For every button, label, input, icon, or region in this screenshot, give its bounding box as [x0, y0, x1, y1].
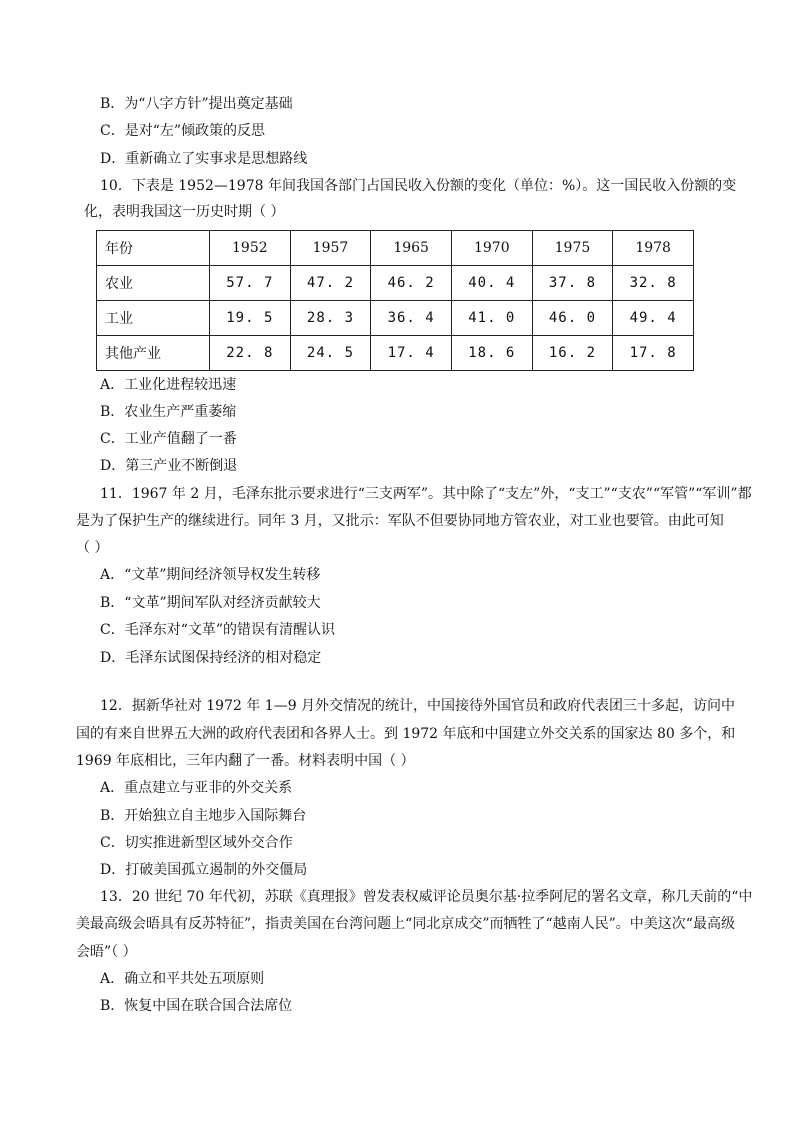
q13-stem-line2: 美最高级会晤具有反苏特征”，指责美国在台湾问题上“同北京成交”而牺牲了“越南人民”。中美这次“最高级 [76, 916, 735, 932]
table-cell: 32. 8 [613, 266, 694, 301]
table-row [97, 266, 694, 301]
q9-option-b: B．为“八字方针”提出奠定基础 [100, 96, 293, 112]
q11-stem-line2: 是为了保护生产的继续进行。同年 3 月，又批示：军队不但要协同地方管农业，对工业也要管。由此可知 [76, 513, 724, 529]
q12-option-d: D．打破美国孤立遏制的外交僵局 [100, 862, 308, 878]
q11-stem-line3: （ ） [76, 540, 109, 556]
q10-stem-line2: 化，表明我国这一历史时期（ ） [84, 204, 285, 220]
table-cell: 36. 4 [371, 301, 452, 336]
table-cell: 37. 8 [532, 266, 613, 301]
q11-option-b: B．“文革”期间军队对经济贡献较大 [100, 595, 321, 611]
table-cell: 18. 6 [451, 336, 532, 371]
table-cell: 19. 5 [210, 301, 291, 336]
table-cell: 28. 3 [290, 301, 371, 336]
table-header-cell: 1970 [451, 231, 532, 266]
q13-option-a: A．确立和平共处五项原则 [100, 971, 265, 987]
table-header-row [97, 231, 694, 266]
table-cell: 49. 4 [613, 301, 694, 336]
q11-stem-line1: 11．1967 年 2 月，毛泽东批示要求进行“三支两军”。其中除了“支左”外，“支工”“支农”“军管”“军训”都 [100, 486, 752, 502]
table-cell: 47. 2 [290, 266, 371, 301]
q12-option-a: A．重点建立与亚非的外交关系 [100, 780, 293, 796]
table-header-cell: 1965 [371, 231, 452, 266]
table-cell: 22. 8 [210, 336, 291, 371]
q10-option-d: D．第三产业不断倒退 [100, 458, 238, 474]
table-row-label: 农业 [97, 266, 210, 301]
table-header-cell: 1952 [210, 231, 291, 266]
q12-option-b: B．开始独立自主地步入国际舞台 [100, 808, 307, 824]
table-cell: 57. 7 [210, 266, 291, 301]
table-header-cell: 年份 [97, 231, 210, 266]
q13-stem-line1: 13．20 世纪 70 年代初，苏联《真理报》曾发表权威评论员奥尔基·拉季阿尼的署名文章，称几天前的“中 [100, 889, 753, 905]
table-cell: 46. 0 [532, 301, 613, 336]
table-cell: 17. 8 [613, 336, 694, 371]
q9-option-d: D．重新确立了实事求是思想路线 [100, 151, 308, 167]
q11-option-c: C．毛泽东对“文革”的错误有清醒认识 [100, 622, 336, 638]
table-header-cell: 1975 [532, 231, 613, 266]
q11-option-a: A．“文革”期间经济领导权发生转移 [100, 567, 321, 583]
q9-option-c: C．是对“左”倾政策的反思 [100, 123, 266, 139]
table-row [97, 301, 694, 336]
q12-stem-line2: 国的有来自世界五大洲的政府代表团和各界人士。到 1972 年底和中国建立外交关系的国家达 80 多个，和 [76, 726, 736, 742]
q10-option-c: C．工业产值翻了一番 [100, 431, 237, 447]
table-cell: 40. 4 [451, 266, 532, 301]
q10-income-table [96, 230, 694, 371]
table-row [97, 336, 694, 371]
table-cell: 16. 2 [532, 336, 613, 371]
q10-option-b: B．农业生产严重萎缩 [100, 404, 237, 420]
q12-option-c: C．切实推进新型区域外交合作 [100, 835, 293, 851]
q11-option-d: D．毛泽东试图保持经济的相对稳定 [100, 650, 322, 666]
q10-stem-line1: 10．下表是 1952—1978 年间我国各部门占国民收入份额的变化（单位：%）。这一国民收入份额的变 [100, 178, 737, 194]
table-row-label: 其他产业 [97, 336, 210, 371]
q13-option-b: B．恢复中国在联合国合法席位 [100, 998, 293, 1014]
q13-stem-line3: 会晤”（ ） [76, 944, 137, 960]
table-header-cell: 1957 [290, 231, 371, 266]
q10-option-a: A．工业化进程较迅速 [100, 377, 237, 393]
table-cell: 46. 2 [371, 266, 452, 301]
table-header-cell: 1978 [613, 231, 694, 266]
q12-stem-line3: 1969 年底相比，三年内翻了一番。材料表明中国（ ） [76, 753, 415, 769]
table-cell: 17. 4 [371, 336, 452, 371]
table-cell: 24. 5 [290, 336, 371, 371]
table-row-label: 工业 [97, 301, 210, 336]
q12-stem-line1: 12．据新华社对 1972 年 1—9 月外交情况的统计，中国接待外国官员和政府代表团三十多起，访问中 [100, 698, 736, 714]
table-cell: 41. 0 [451, 301, 532, 336]
